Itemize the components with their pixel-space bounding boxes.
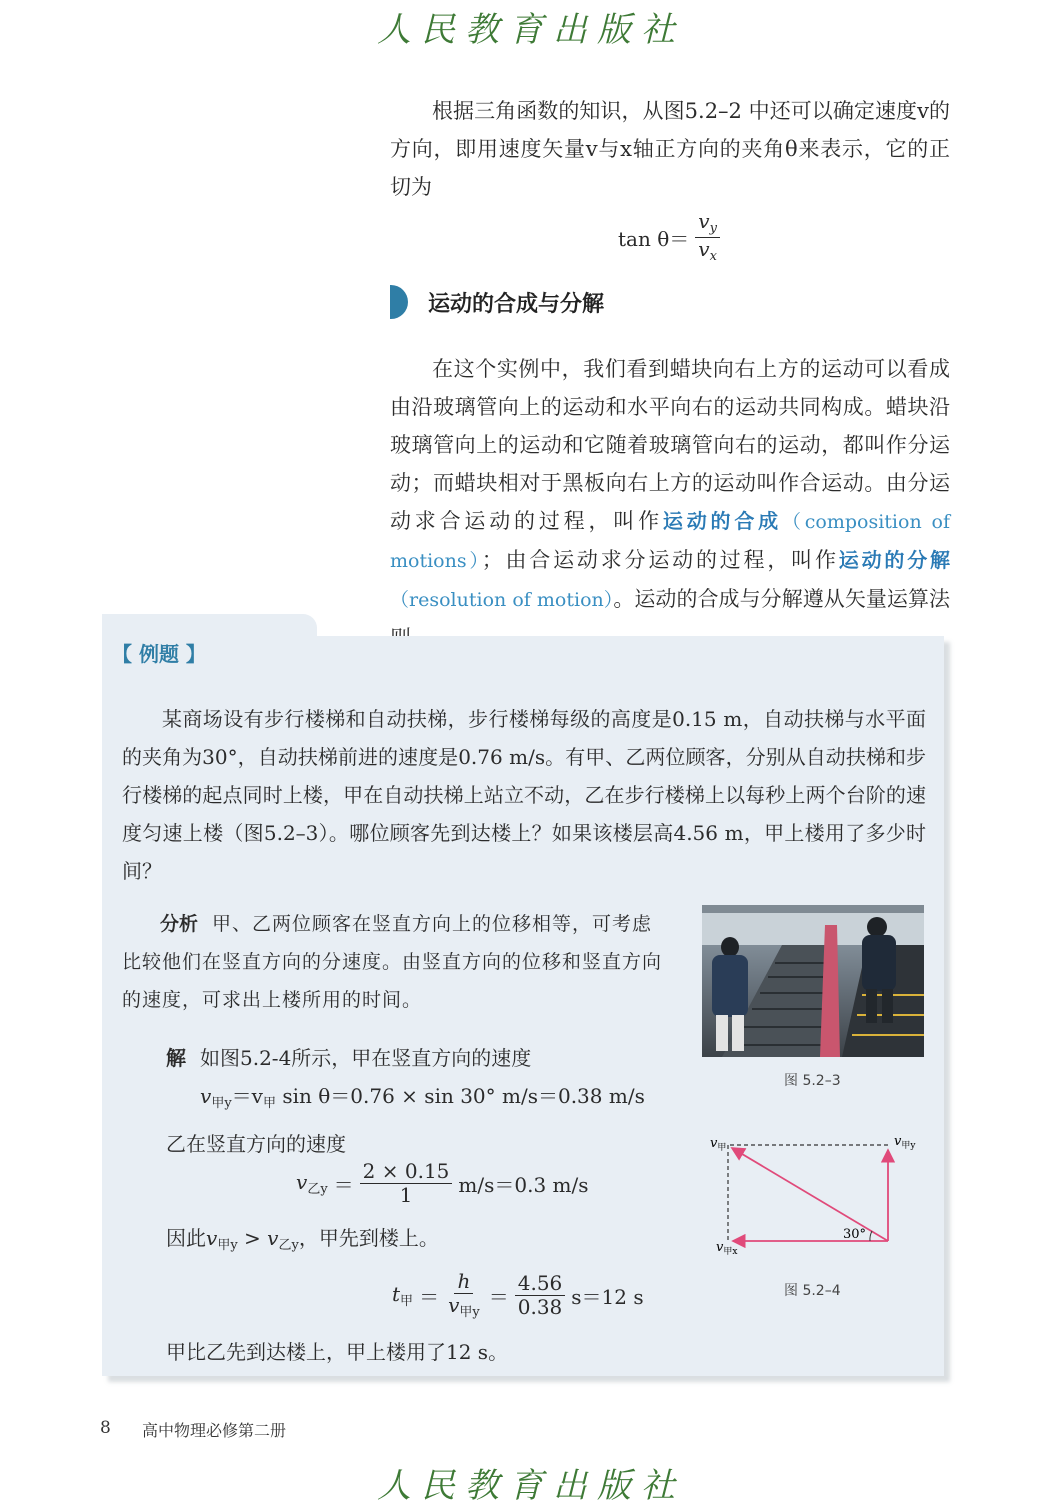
section-heading bbox=[390, 284, 604, 320]
formula-lhs: tan θ＝ bbox=[618, 226, 690, 251]
label-vx: $v_{甲x}$ bbox=[716, 1240, 738, 1257]
eq1-mid-sub: 甲 bbox=[262, 1096, 276, 1111]
eq1-rest: sin θ＝0.76 × sin 30° m/s＝0.38 m/s bbox=[276, 1084, 645, 1108]
eq3-num1: h bbox=[454, 1270, 473, 1294]
label-v-jia: $v_甲$ bbox=[710, 1136, 727, 1153]
section-text-1: 在这个实例中，我们看到蜡块向右上方的运动可以看成由沿玻璃管向上的运动和水平向右的运动共同构成。蜡块沿玻璃管向上的运动和它随着玻璃管向右的运动，都叫作分运动；而蜡块相对于黑板向右上方的运动叫作合运动。由分运动求合运动的过程，叫作 bbox=[390, 357, 950, 533]
escalator-photo bbox=[702, 905, 924, 1057]
solution-keyword: 解 bbox=[166, 1046, 186, 1070]
eq1-lhs-sub: 甲y bbox=[211, 1096, 232, 1111]
eq3-lhs-sub: 甲 bbox=[400, 1293, 414, 1309]
solution-line-3 bbox=[166, 1222, 439, 1253]
conclusion: 甲比乙先到达楼上，甲上楼用了12 s。 bbox=[166, 1340, 509, 1364]
line3-gt: > bbox=[237, 1226, 268, 1250]
eq3-den2: 0.38 bbox=[517, 1294, 563, 1319]
solution-line-2: 乙在竖直方向的速度 bbox=[166, 1132, 346, 1156]
example-label: 【 例题 】 bbox=[112, 642, 206, 666]
figure-5-2-4-caption: 图 5.2–4 bbox=[784, 1283, 841, 1299]
eq1-lhs: v bbox=[200, 1084, 212, 1108]
formula-den-sub: x bbox=[709, 248, 717, 264]
eq3-fraction-2 bbox=[515, 1272, 566, 1319]
section-title: 运动的合成与分解 bbox=[428, 291, 605, 317]
analysis-block bbox=[122, 905, 662, 1019]
line3-v1-sub: 甲y bbox=[217, 1238, 238, 1253]
eq3-eq2: ＝ bbox=[488, 1284, 509, 1309]
escalator-photo-drawing bbox=[702, 905, 924, 1057]
eq2-lhs: v bbox=[296, 1170, 308, 1194]
heading-marker-icon bbox=[390, 285, 408, 319]
term-composition-en: （composition of motions） bbox=[390, 511, 950, 572]
eq2-rest: m/s＝0.3 m/s bbox=[458, 1173, 589, 1197]
angle-label: 30° bbox=[843, 1227, 867, 1242]
intro-paragraph bbox=[390, 92, 950, 206]
formula-fraction bbox=[695, 210, 720, 265]
equation-3 bbox=[392, 1270, 644, 1321]
formula-num-sub: y bbox=[709, 221, 717, 236]
eq1-mid: ＝v bbox=[231, 1084, 263, 1108]
line3-v2: v bbox=[267, 1226, 279, 1250]
angle-arc bbox=[870, 1231, 872, 1241]
intro-text: 根据三角函数的知识，从图5.2–2 中还可以确定速度v的方向，即用速度矢量v与x轴正方向的夹角θ来表示，它的正切为 bbox=[390, 99, 950, 199]
section-paragraph bbox=[390, 350, 950, 657]
line3-suffix: ，甲先到楼上。 bbox=[298, 1226, 439, 1250]
term-composition: 运动的合成 bbox=[662, 509, 782, 533]
section-text-2: ；由合运动求分运动的过程，叫作 bbox=[481, 548, 839, 572]
formula-den: v bbox=[698, 236, 710, 261]
publisher-logo: 人民教育出版社 bbox=[377, 10, 685, 50]
tangent-formula bbox=[618, 210, 720, 265]
eq3-rest: s＝12 s bbox=[571, 1284, 644, 1309]
label-vy: $v_{甲y}$ bbox=[894, 1134, 916, 1151]
solution-line-1 bbox=[166, 1042, 531, 1071]
line3-v2-sub: 乙y bbox=[278, 1238, 299, 1253]
figure-5-2-3-caption: 图 5.2–3 bbox=[784, 1073, 841, 1089]
equation-2 bbox=[296, 1160, 589, 1207]
solution-text-1: 如图5.2-4所示，甲在竖直方向的速度 bbox=[200, 1046, 532, 1070]
line3-v1: v bbox=[206, 1226, 218, 1250]
problem-text: 某商场设有步行楼梯和自动扶梯，步行楼梯每级的高度是0.15 m，自动扶梯与水平面的夹角为30°，自动扶梯前进的速度是0.76 m/s。有甲、乙两位顾客，分别从自动扶梯和步行楼梯的起点同时上楼，甲在自动扶梯上站立不动，乙在步行楼梯上以每秒上两个台阶的速度匀速上楼（图5.2–3）。哪位顾客先到达楼上？如果该楼层高4.56 m，甲上楼用了多少时间？ bbox=[122, 707, 926, 883]
eq2-den: 1 bbox=[399, 1183, 413, 1207]
velocity-vector-diagram bbox=[700, 1128, 930, 1263]
eq3-num2: 4.56 bbox=[515, 1272, 566, 1296]
line3-prefix: 因此 bbox=[166, 1226, 206, 1250]
eq3-eq1: ＝ bbox=[419, 1284, 440, 1309]
page-number: 8 bbox=[100, 1418, 111, 1438]
formula-num: v bbox=[698, 209, 710, 233]
eq2-lhs-sub: 乙y bbox=[307, 1182, 328, 1197]
analysis-keyword: 分析 bbox=[160, 913, 199, 935]
eq2-num: 2 × 0.15 bbox=[360, 1160, 453, 1184]
eq3-lhs: t bbox=[392, 1281, 401, 1306]
section-text-3: 。运动的合成与分解遵从矢量运算法 bbox=[613, 587, 950, 611]
eq3-fraction-1 bbox=[445, 1270, 483, 1321]
eq3-den1: v bbox=[448, 1293, 460, 1317]
analysis-text: 甲、乙两位顾客在竖直方向上的位移相等，可考虑比较他们在竖直方向的分速度。由竖直方向的位移和竖直方向的速度，可求出上楼所用的时间。 bbox=[122, 913, 663, 1011]
term-resolution: 运动的分解 bbox=[838, 548, 950, 572]
equation-1 bbox=[200, 1080, 645, 1111]
book-title: 高中物理必修第二册 bbox=[142, 1421, 287, 1440]
term-resolution-en: （resolution of motion） bbox=[390, 589, 614, 611]
eq2-eq: ＝ bbox=[333, 1173, 354, 1197]
eq2-fraction bbox=[360, 1160, 453, 1207]
example-problem bbox=[122, 700, 926, 890]
eq3-den1-sub: 甲y bbox=[459, 1305, 480, 1320]
publisher-logo-footer: 人民教育出版社 bbox=[377, 1466, 685, 1506]
